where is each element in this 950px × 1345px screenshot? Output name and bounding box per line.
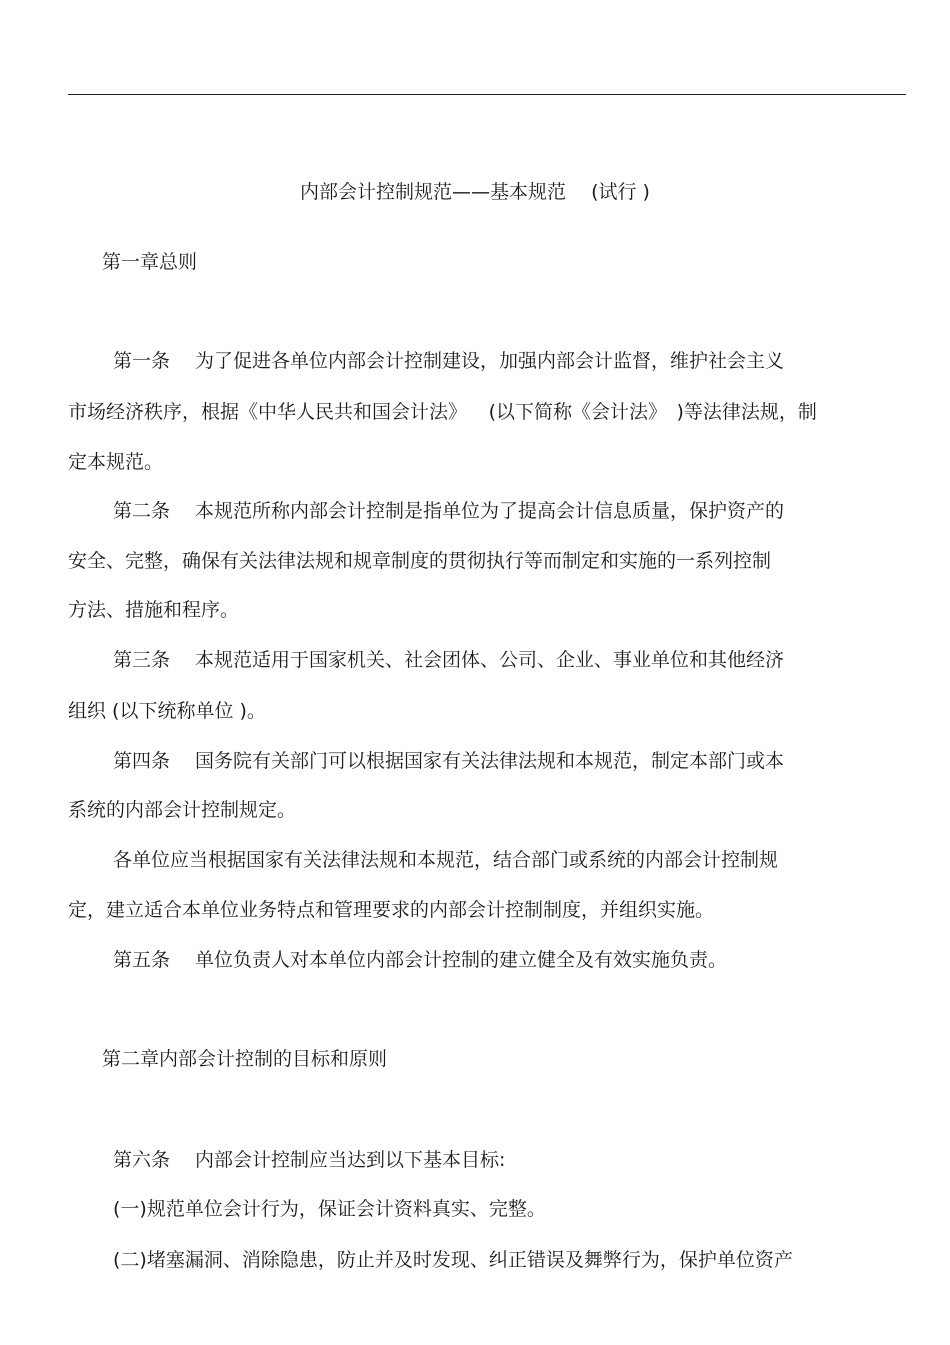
article-3-line-1: 第三条 本规范适用于国家机关、社会团体、公司、企业、事业单位和其他经济 [113,649,785,671]
chapter-1-heading: 第一章总则 [102,251,198,273]
article-6-item-1: (一)规范单位会计行为，保证会计资料真实、完整。 [113,1198,546,1220]
article-1-line-2: 市场经济秩序，根据《中华人民共和国会计法》 (以下简称《会计法》 )等法律法规，制 [68,401,817,423]
article-2-line-3: 方法、措施和程序。 [68,599,240,621]
document-title: 内部会计控制规范——基本规范 (试行 ) [300,181,650,203]
article-6-line-1: 第六条 内部会计控制应当达到以下基本目标: [113,1149,506,1171]
article-4-line-2: 系统的内部会计控制规定。 [68,799,297,821]
article-2-line-1: 第二条 本规范所称内部会计控制是指单位为了提高会计信息质量，保护资产的 [113,500,785,522]
article-1-line-1: 第一条 为了促进各单位内部会计控制建设，加强内部会计监督，维护社会主义 [113,350,785,372]
article-1-line-3: 定本规范。 [68,451,164,473]
article-3-line-2: 组织 (以下统称单位 )。 [68,700,266,722]
chapter-2-heading: 第二章内部会计控制的目标和原则 [102,1048,388,1070]
article-5-line-1: 第五条 单位负责人对本单位内部会计控制的建立健全及有效实施负责。 [113,949,728,971]
article-4-para-2-line-1: 各单位应当根据国家有关法律法规和本规范，结合部门或系统的内部会计控制规 [113,849,779,871]
article-2-line-2: 安全、完整，确保有关法律法规和规章制度的贯彻执行等而制定和实施的一系列控制 [68,550,772,572]
article-4-para-2-line-2: 定，建立适合本单位业务特点和管理要求的内部会计控制制度，并组织实施。 [68,899,715,921]
header-rule [68,94,906,95]
article-6-item-2: (二)堵塞漏洞、消除隐患，防止并及时发现、纠正错误及舞弊行为，保护单位资产 [113,1249,793,1271]
article-4-line-1: 第四条 国务院有关部门可以根据国家有关法律法规和本规范，制定本部门或本 [113,750,785,772]
